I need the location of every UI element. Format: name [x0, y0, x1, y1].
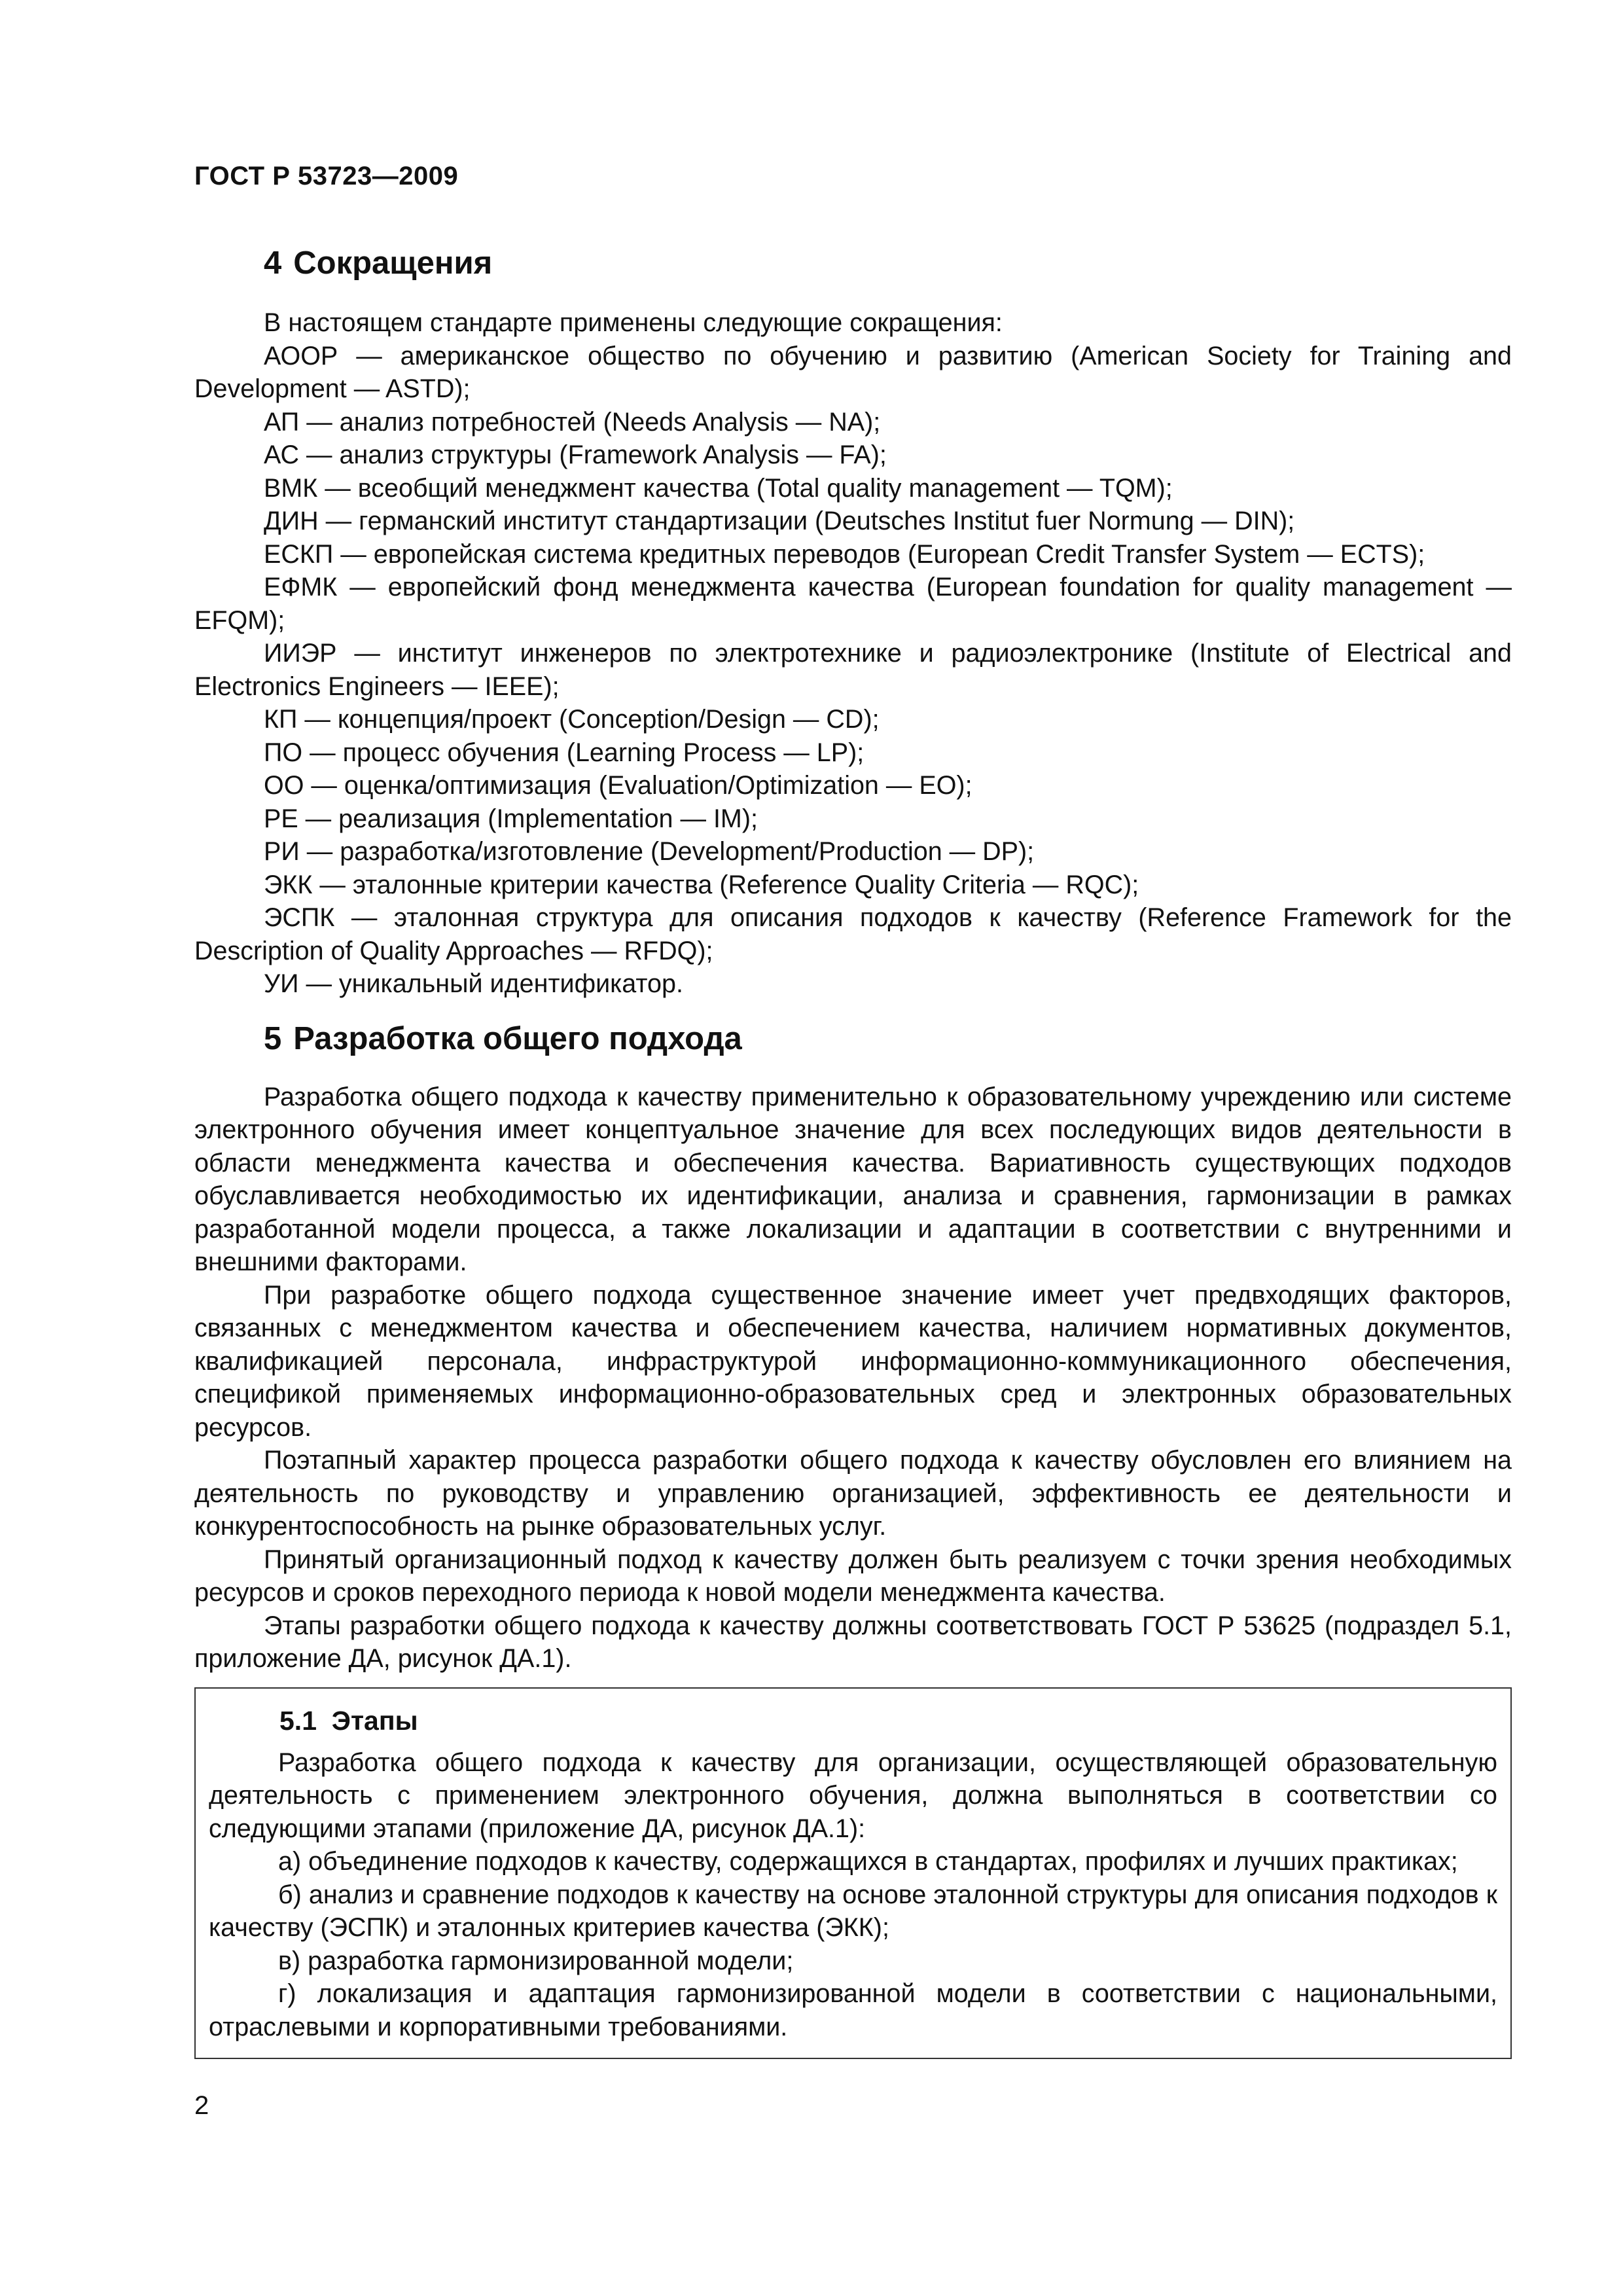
section-5-paragraph: Принятый организационный подход к качеству должен быть реализуем с точки зрения необходимых ресурсов и сроков переходного периода к новой модели менеджмента качества. [194, 1545, 1512, 1607]
stage-item: б) анализ и сравнение подходов к качеству на основе эталонной структуры для описания подходов к качеству (ЭСПК) и эталонных критериев качества (ЭКК); [209, 1880, 1497, 1942]
section-5-paragraph: Поэтапный характер процесса разработки общего подхода к качеству обусловлен его влиянием на деятельность по руководству и управлению организацией, эффективность ее деятельности и конкурентоспособность на рынке образовательных услуг. [194, 1446, 1512, 1541]
abbreviation-definition: — концепция/проект (Conception/Design — CD); [297, 705, 880, 734]
abbreviation-term: АООР [264, 341, 338, 370]
abbreviation-item [194, 802, 1512, 836]
subsection-5-1-box [194, 1687, 1512, 2060]
abbreviation-item [194, 406, 1512, 439]
abbreviation-definition: — разработка/изготовление (Development/Production — DP); [299, 837, 1035, 866]
abbreviation-term: УИ [264, 969, 299, 998]
abbreviation-definition: — эталонные критерии качества (Reference Quality Criteria — RQC); [312, 870, 1139, 899]
abbreviation-item [194, 472, 1512, 505]
abbreviation-term: РИ [264, 837, 300, 866]
abbreviation-definition: — всеобщий менеджмент качества (Total quality management — TQM); [317, 473, 1173, 503]
abbreviation-item [194, 736, 1512, 770]
abbreviation-item [194, 637, 1512, 703]
abbreviation-term: ДИН [264, 507, 319, 535]
abbreviation-term: РЕ [264, 804, 298, 833]
section-4-number: 4 [264, 245, 282, 281]
section-5-paragraph: Разработка общего подхода к качеству применительно к образовательному учреждению или системе электронного обучения имеет концептуальное значение для всех последующих видов деятельности в области менеджмента качества и обеспечения качества. Вариативность существующих подходов обуславливается необходимостью их идентификации, анализа и сравнения, гармонизации в рамках разработанной модели процесса, а также локализации и адаптации в соответствии с внутренними и внешними факторами. [194, 1082, 1512, 1276]
section-5-paragraph: При разработке общего подхода существенное значение имеет учет предвходящих факторов, связанных с менеджментом качества и обеспечением качества, наличием нормативных документов, квалификацией персонала, инфраструктурой информационно-коммуникационного обеспечения, спецификой применяемых информационно-образовательных сред и электронных образовательных ресурсов. [194, 1280, 1512, 1442]
abbreviation-definition: — анализ структуры (Framework Analysis — FA); [299, 440, 887, 469]
abbreviation-definition: — реализация (Implementation — IM); [298, 804, 758, 833]
abbreviation-item [194, 769, 1512, 802]
subsection-5-1-heading [209, 1703, 1497, 1738]
abbreviation-item [194, 967, 1512, 1001]
abbreviation-term: ЕСКП [264, 539, 334, 569]
abbreviation-term: ВМК [264, 473, 318, 503]
abbreviation-term: ЭСПК [264, 903, 335, 932]
abbreviation-term: ЭКК [264, 870, 313, 899]
abbreviation-definition: — американское общество по обучению и развитию (American Society for Training and Development — ASTD); [194, 341, 1512, 403]
abbreviation-item [194, 538, 1512, 571]
abbreviations-list [194, 340, 1512, 1001]
abbreviation-item [194, 835, 1512, 869]
abbreviation-definition: — германский институт стандартизации (Deutsches Institut fuer Normung — DIN); [318, 507, 1295, 535]
abbreviation-item [194, 901, 1512, 967]
subsection-5-1-number: 5.1 [279, 1705, 317, 1736]
abbreviation-definition: — уникальный идентификатор. [298, 969, 683, 998]
abbreviation-term: ПО [264, 738, 303, 767]
section-4-heading [194, 243, 1512, 283]
abbreviation-term: КП [264, 705, 298, 734]
abbreviation-item [194, 571, 1512, 637]
document-header: ГОСТ Р 53723—2009 [194, 162, 459, 190]
abbreviation-definition: — европейская система кредитных переводов (European Credit Transfer System — ECTS); [333, 539, 1425, 569]
section-5-paragraph: Этапы разработки общего подхода к качеству должны соответствовать ГОСТ Р 53625 (подраздел 5.1, приложение ДА, рисунок ДА.1). [194, 1611, 1512, 1673]
abbreviation-definition: — процесс обучения (Learning Process — LP); [302, 738, 865, 767]
abbreviation-definition: — европейский фонд менеджмента качества (European foundation for quality management — EFQM); [194, 573, 1512, 635]
abbreviation-item [194, 703, 1512, 736]
abbreviation-item [194, 505, 1512, 538]
abbreviation-item [194, 439, 1512, 472]
subsection-5-1-intro: Разработка общего подхода к качеству для организации, осуществляющей образовательную деятельность с применением электронного обучения, должна выполняться в соответствии со следующими этапами (приложение ДА, рисунок ДА.1): [209, 1748, 1497, 1843]
abbreviation-definition: — институт инженеров по электротехнике и радиоэлектронике (Institute of Electrical and Electronics Engineers — IEEE); [194, 639, 1512, 701]
section-5-number: 5 [264, 1020, 282, 1056]
abbreviation-item [194, 340, 1512, 406]
abbreviation-term: ИИЭР [264, 639, 337, 668]
stage-item: в) разработка гармонизированной модели; [278, 1946, 794, 1975]
stage-item: г) локализация и адаптация гармонизированной модели в соответствии с национальными, отраслевыми и корпоративными требованиями. [209, 1979, 1497, 2041]
abbreviations-intro: В настоящем стандарте применены следующие сокращения: [264, 308, 1003, 337]
section-5-heading [194, 1019, 1512, 1058]
stage-item: а) объединение подходов к качеству, содержащихся в стандартах, профилях и лучших практиках; [278, 1847, 1458, 1876]
abbreviation-term: ЕФМК [264, 573, 338, 601]
abbreviation-definition: — оценка/оптимизация (Evaluation/Optimization — EO); [304, 771, 972, 800]
abbreviation-definition: — анализ потребностей (Needs Analysis — NA); [299, 407, 881, 437]
abbreviation-item [194, 869, 1512, 902]
section-4-title: Сокращения [293, 245, 493, 281]
abbreviation-term: АС [264, 440, 300, 469]
section-5-title: Разработка общего подхода [293, 1020, 742, 1056]
abbreviation-term: АП [264, 407, 300, 437]
page-number: 2 [194, 2091, 209, 2120]
subsection-5-1-title: Этапы [331, 1705, 418, 1736]
abbreviation-term: ОО [264, 771, 304, 800]
document-body [194, 236, 1512, 2059]
abbreviation-definition: — эталонная структура для описания подходов к качеству (Reference Framework for the Description of Quality Approaches — RFDQ); [194, 903, 1512, 965]
